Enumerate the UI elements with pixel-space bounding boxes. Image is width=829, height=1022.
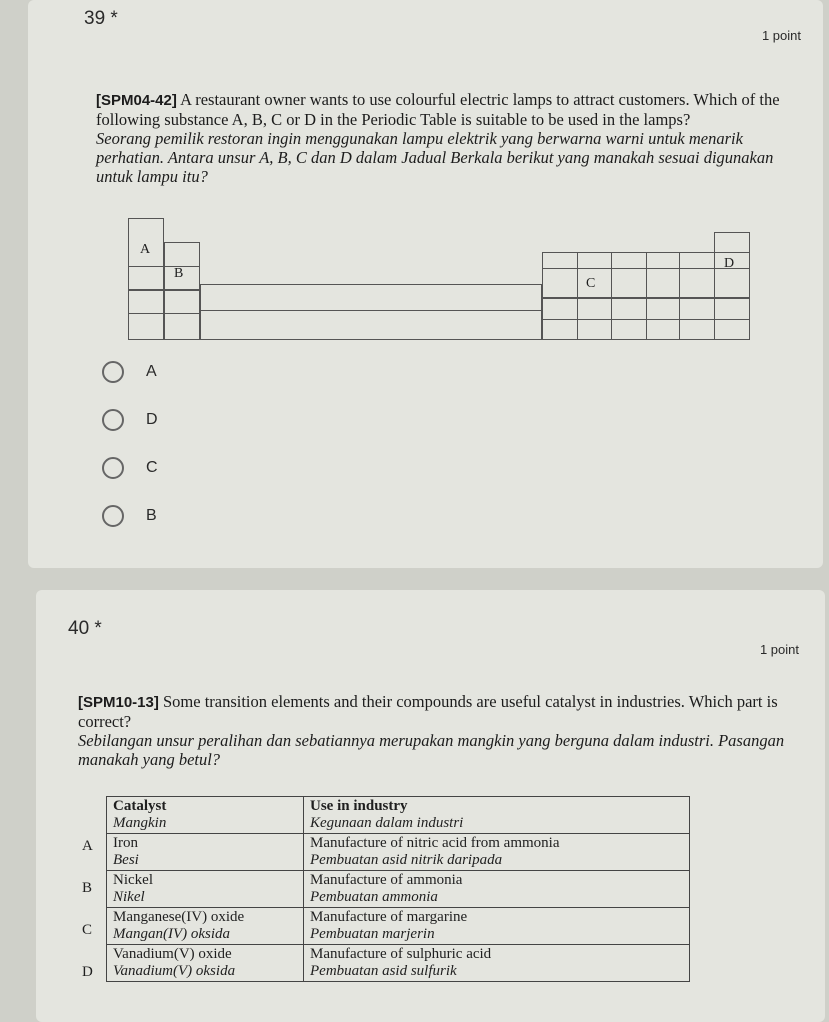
catalyst-cell: Nickel Nikel [107,871,304,908]
row-label-c: C [82,922,93,938]
points-label: 1 point [761,28,801,43]
pt-label-c: C [586,276,596,291]
option-a[interactable]: A [102,360,157,384]
pt-label-b: B [174,266,184,281]
pt-row-divider [128,266,200,290]
use-cell: Manufacture of margarine Pembuatan marjerin [304,908,690,945]
use-cell: Manufacture of sulphuric acid Pembuatan asid sulfurik [304,945,690,982]
table-header-row [107,797,690,834]
use-cell: Manufacture of ammonia Pembuatan ammonia [304,871,690,908]
pt-p-col [646,252,680,340]
table-row [107,834,690,871]
catalyst-cell: Iron Besi [107,834,304,871]
pt-p-col [577,252,612,340]
option-d[interactable]: D [102,408,158,432]
question-number: 39 * [84,8,118,29]
row-label-b: B [82,880,93,896]
points-label: 1 point [759,642,799,657]
question-text: [SPM10-13] Some transition elements and their compounds are useful catalyst in industries. Which part is correct? Sebilangan unsur peralihan dan sebatiannya merupakan mangkin yang berguna dalam industri. Pasangan manakah yang betul? [78,692,785,769]
row-label-a: A [82,838,93,854]
radio-button[interactable] [102,505,124,527]
table-row [107,871,690,908]
option-c[interactable]: C [102,456,158,480]
catalyst-cell: Manganese(IV) oxide Mangan(IV) oksida [107,908,304,945]
question-39-card [28,0,823,568]
table-row [107,945,690,982]
header-use: Use in industry Kegunaan dalam industri [304,797,690,834]
option-b[interactable]: B [102,504,157,528]
pt-label-d: D [724,256,735,271]
radio-button[interactable] [102,361,124,383]
use-cell: Manufacture of nitric acid from ammonia Pembuatan asid nitrik daripada [304,834,690,871]
pt-label-a: A [140,242,151,257]
table-row [107,908,690,945]
catalyst-table [106,796,690,982]
header-catalyst: Catalyst Mangkin [107,797,304,834]
catalyst-cell: Vanadium(V) oxide Vanadium(V) oksida [107,945,304,982]
periodic-table-diagram [128,218,750,340]
row-label-d: D [82,964,93,980]
question-text: [SPM04-42] A restaurant owner wants to use colourful electric lamps to attract customers. Which of the following substance A, B, C or D in the Periodic Table is suitable to be used in the lamps? Seorang pemilik restoran ingin menggunakan lampu elektrik yang berwarna warni untuk menarik perhatian. Antara unsur A, B, C dan D dalam Jadual Berkala berikut yang manakah sesuai digunakan untuk lampu itu? [96,90,780,186]
question-number: 40 * [68,618,102,639]
pt-row-divider [128,290,200,314]
radio-button[interactable] [102,457,124,479]
radio-button[interactable] [102,409,124,431]
pt-transition-row [200,310,542,340]
